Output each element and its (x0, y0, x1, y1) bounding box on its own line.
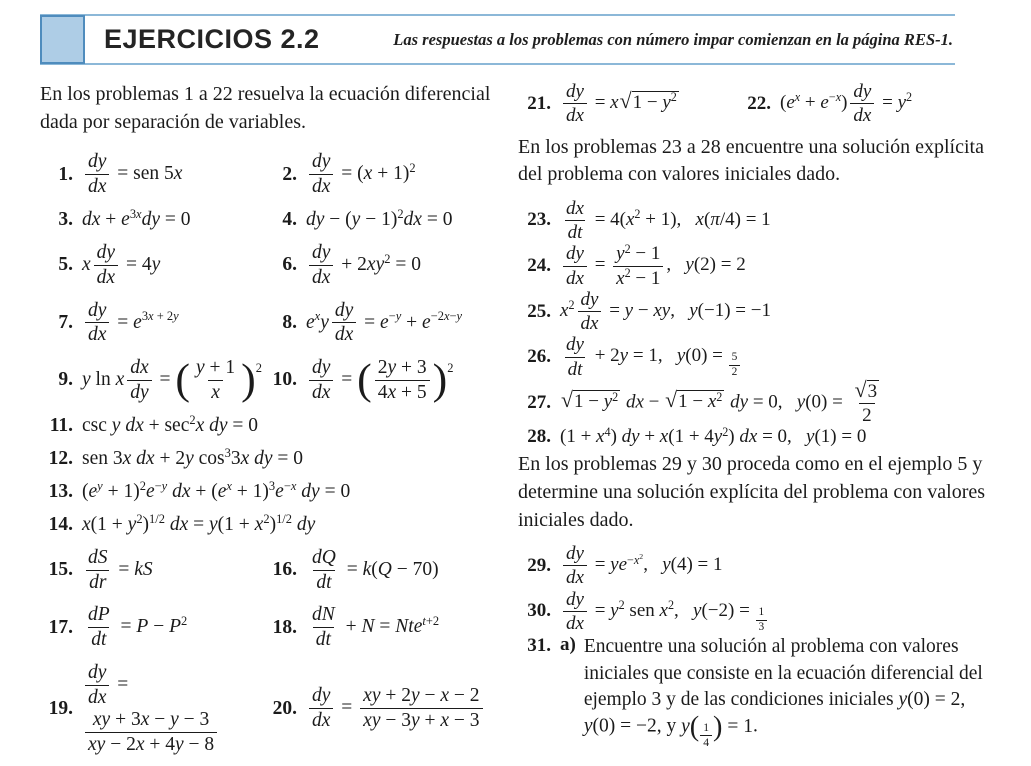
right-blocks (518, 81, 993, 749)
problem-part-label: a) (560, 634, 576, 656)
problem-8 (264, 300, 502, 347)
problem-row (40, 412, 502, 437)
problem-25 (518, 289, 993, 335)
problem-number: 20. (272, 697, 297, 719)
problem-number: 16. (272, 559, 297, 581)
problem-row (40, 445, 502, 470)
problem-equation: $\frac{dS}{dr}$ = kS (88, 546, 153, 593)
problem-equation: $\frac{dy}{dt}$ + 2y = 1, y(0) = $\frac{5}{2}$ (560, 334, 741, 380)
problem-equation: $(e^y + 1)^2e^{-y}$ dx + $(e^x + 1)^3e^{-x}$ dy = 0 (82, 478, 351, 502)
problem-equation: x $\frac{dy}{dx}$ = 4y (82, 241, 161, 288)
problem-3 (40, 206, 264, 231)
problem-equation: sen 3x dx + 2y $\cos^33x$ dy = 0 (82, 445, 304, 469)
problem-15 (40, 547, 264, 594)
problem-number: 15. (48, 559, 73, 581)
problem-number: 30. (527, 600, 551, 622)
problem-equation: $x^2$ $\frac{dy}{dx}$ = y − xy, y(−1) = −1 (560, 288, 771, 335)
left-column (40, 81, 502, 766)
problem-row (40, 662, 502, 755)
problem-equation: $\frac{dy}{dx}$ = $\frac{xy + 3x - y - 3}{xy - 2x + 4y - 8}$ (82, 662, 264, 755)
problem-22 (738, 81, 993, 127)
section-title: EJERCICIOS 2.2 (104, 24, 320, 54)
problem-number: 6. (282, 254, 297, 276)
instruction-paragraph: En los problemas 29 y 30 proceda como en el ejemplo 5 y determine una solución explícita del problema con valores iniciales dado. (518, 453, 986, 531)
problem-equation: $\frac{dy}{dx}$ = $ye^{-x^2}$, y(4) = 1 (560, 543, 723, 589)
problem-17 (40, 604, 264, 651)
problem-equation: csc y dx + $\sec^2x$ dy = 0 (82, 412, 259, 436)
problem-equation: y ln x $\frac{dx}{dy}$ = ( $\frac{y + 1}{x}$ )$^2$ (82, 355, 262, 404)
problem-equation: dx + $e^{3x}dy = 0$ (82, 206, 191, 230)
problem-row (518, 81, 993, 127)
problem-equation: $\frac{dy}{dx}$ = x √ $1 - y^2$ (560, 81, 680, 127)
problem-2 (264, 151, 502, 198)
problem-4 (264, 206, 502, 231)
problem-equation: $\frac{dN}{dt}$ + N = Nte$^{t+2}$ (312, 604, 440, 651)
exercises-header (40, 14, 955, 65)
problem-number: 1. (58, 163, 73, 185)
problem-equation: $\frac{dQ}{dt}$ = k(Q − 70) (312, 546, 439, 593)
problem-number: 25. (527, 300, 551, 322)
problem-number: 8. (282, 311, 297, 333)
problem-equation: $\frac{dy}{dx}$ = sen 5x (82, 151, 182, 198)
problem-29 (518, 543, 993, 589)
problem-number: 14. (48, 513, 73, 535)
problem-27 (518, 377, 993, 427)
problem-equation: $\frac{dx}{dt}$ = $4(x^2 + 1)$, x(π/4) = 1 (566, 197, 771, 243)
problem-equation: $\frac{dy}{dx}$ = $e^{3x + 2y}$ (82, 300, 179, 347)
problem-9 (40, 357, 264, 404)
instruction-paragraph-1-22: En los problemas 1 a 22 resuelva la ecuación diferencial dada por separación de variables. (40, 83, 491, 133)
problem-equation: $\frac{dy}{dx}$ = $\frac{xy + 2y - x - 2}{xy - 3y + x - 3}$ (306, 685, 486, 732)
problem-1 (40, 151, 264, 198)
problem-number: 21. (527, 92, 551, 114)
problem-equation: $x(1 + y^2)^{1/2}$ dx = $y(1 + x^2)^{1/2}$ dy (82, 511, 316, 535)
problem-row (40, 604, 502, 651)
problem-31 (518, 634, 993, 749)
problem-row (40, 242, 502, 289)
problem-number: 28. (527, 426, 551, 448)
problem-number: 7. (58, 311, 73, 333)
problem-number: 13. (48, 480, 73, 502)
problem-equation: $\frac{dy}{dx}$ = $(x + 1)^2$ (306, 151, 416, 198)
problem-row (40, 300, 502, 347)
problem-number: 31. (527, 635, 551, 657)
problem-number: 19. (48, 697, 73, 719)
problem-equation: $e^xy$ $\frac{dy}{dx}$ = $e^{-y} + e^{-2x-y}$ (306, 299, 463, 346)
problem-number: 12. (48, 447, 73, 469)
problem-20 (264, 685, 502, 732)
problem-30 (518, 589, 993, 635)
problem-26 (518, 334, 993, 380)
problem-23 (518, 198, 993, 244)
problem-number: 2. (282, 163, 297, 185)
problem-equation: $\frac{dy}{dx}$ = $\frac{y^2 - 1}{x^2 - 1}$ , y(2) = 2 (560, 243, 746, 289)
problem-6 (264, 242, 502, 289)
problem-row (40, 511, 502, 536)
problem-7 (40, 300, 264, 347)
problem-text: Encuentre una solución al problema con valores iniciales que consiste en la ecuación diferencial del ejemplo 3 y de las condiciones iniciales y(0) = 2, y(0) = −2, y y( $\frac{1}{4}$ ) = 1. (583, 636, 983, 749)
problem-number: 29. (527, 554, 551, 576)
problem-number: 27. (527, 392, 551, 414)
problem-equation: dy − $(y - 1)^2dx = 0$ (306, 206, 453, 230)
instruction-paragraph: En los problemas 23 a 28 encuentre una solución explícita del problema con valores iniciales dado. (518, 135, 984, 186)
problem-equation: $(e^x + e^{-x})$ $\frac{dy}{dx}$ = $y^2$ (780, 81, 913, 127)
problem-equation: $\frac{dy}{dx}$ = $y^2$ sen $x^2$, y(−2) = $\frac{1}{3}$ (560, 589, 768, 635)
problem-number: 18. (272, 616, 297, 638)
problem-row (40, 478, 502, 503)
problem-number: 3. (58, 208, 73, 230)
problem-number: 4. (282, 208, 297, 230)
problem-24 (518, 243, 993, 289)
problem-row (40, 206, 502, 231)
problem-number: 22. (747, 92, 771, 114)
problem-28 (518, 426, 993, 448)
section-marker-square (40, 15, 85, 64)
problem-14 (40, 511, 502, 536)
problem-number: 9. (58, 369, 73, 391)
problem-number: 10. (272, 369, 297, 391)
problem-13 (40, 478, 502, 503)
problem-19 (40, 662, 264, 755)
problem-number: 11. (49, 414, 73, 436)
problem-row (40, 547, 502, 594)
problem-number: 17. (48, 616, 73, 638)
problem-equation: $\frac{dP}{dt}$ = $P - P^2$ (88, 604, 188, 651)
problem-5 (40, 242, 264, 289)
problem-equation: $\frac{dy}{dx}$ + $2xy^2 = 0$ (306, 242, 421, 289)
problem-number: 26. (527, 346, 551, 368)
left-problem-rows (40, 151, 502, 755)
problem-row (40, 357, 502, 404)
problem-equation: $(1 + x^4)$ dy + $x(1 + 4y^2)$ dx = 0, y(1) = 0 (560, 424, 867, 448)
problem-18 (264, 604, 502, 651)
problem-10 (264, 357, 502, 404)
two-column-layout (40, 81, 993, 766)
problem-equation: √ $1 - y^2$ dx − √ $1 - x^2$ dy = 0, y(0) = √ 3 2 (561, 377, 878, 427)
problem-number: 5. (58, 254, 73, 276)
right-column (518, 81, 993, 766)
problem-equation: $\frac{dy}{dx}$ = ( $\frac{2y + 3}{4x + 5}$ )$^2$ (306, 357, 454, 404)
problem-16 (264, 547, 502, 594)
problem-row (40, 151, 502, 198)
problem-21 (518, 81, 738, 127)
answers-note: Las respuestas a los problemas con número impar comienzan en la página RES-1. (393, 29, 953, 49)
problem-12 (40, 445, 502, 470)
problem-number: 24. (527, 255, 551, 277)
problem-number: 23. (527, 209, 551, 231)
problem-11 (40, 412, 502, 437)
